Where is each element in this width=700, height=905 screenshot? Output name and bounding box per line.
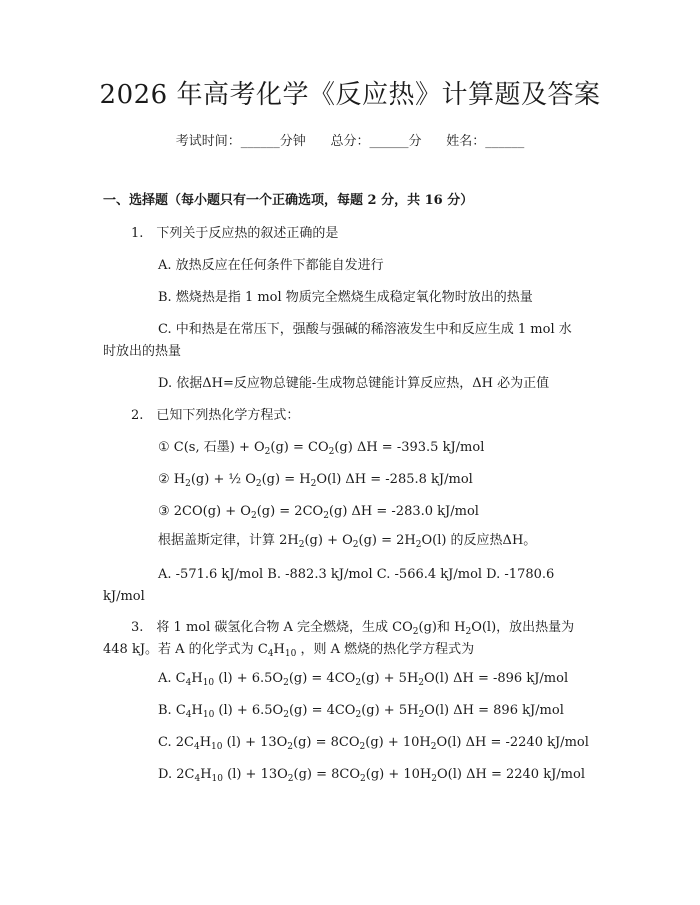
question-2-options-line1: A. -571.6 kJ/mol B. -882.3 kJ/mol C. -566.4 kJ/mol D. -1780.6 [158,567,555,582]
question-1-option-d: D. 依据ΔH=反应物总键能-生成物总键能计算反应热，ΔH 必为正值 [158,376,550,391]
question-3-option-c: C. $2C_4H_{10}$ $(l) + 13O_2(g) = 8CO_2(g) + 10H_2O(l) \Delta H = -2240$ kJ/mol [158,735,589,752]
question-3-stem-line2: 448 kJ。若 A 的化学式为 $C_4H_{10}$ ，则 A 燃烧的热化学方程式为 [103,642,475,659]
document-title: 2026 年高考化学《反应热》计算题及答案 [99,80,601,110]
question-1-stem: 1. 下列关于反应热的叙述正确的是 [131,226,339,241]
question-3-option-a: A. $C_4H_{10}$ $(l) + 6.5O_2(g) = 4CO_2(g) + 5H_2O(l) \Delta H = -896$ kJ/mol [158,671,569,688]
question-2-equation-1: ① C(s, 石墨) + $O_2(g) = CO_2(g) \Delta H = -393.5$ kJ/mol [158,440,485,457]
exam-info: 考试时间：______分钟 总分：______分 姓名：______ [175,134,525,149]
question-2-options-line2: kJ/mol [103,589,145,604]
question-2-stem: 2. 已知下列热化学方程式： [131,408,300,423]
question-1-option-c-line2: 时放出的热量 [103,344,182,359]
question-1-option-a: A. 放热反应在任何条件下都能自发进行 [158,258,384,273]
question-3-stem-line1: 3. 将 1 mol 碳氢化合物 A 完全燃烧，生成 $CO_2(g)$和 $H_2O(l)$，放出热量为 [131,620,575,637]
section-heading: 一、选择题（每小题只有一个正确选项，每题 2 分，共 16 分） [103,193,474,208]
question-3-option-d: D. $2C_4H_{10}$ $(l) + 13O_2(g) = 8CO_2(g) + 10H_2O(l) \Delta H = 2240$ kJ/mol [158,767,585,784]
question-2-equation-3: ③ $2CO(g) + O_2(g) = 2CO_2(g) \Delta H = -283.0$ kJ/mol [158,504,479,521]
question-2-equation-2: ② $H_2(g)$ + ½ $O_2(g) = H_2O(l) \Delta H = -285.8$ kJ/mol [158,472,473,489]
question-3-option-b: B. $C_4H_{10}$ $(l) + 6.5O_2(g) = 4CO_2(g) + 5H_2O(l) \Delta H = 896$ kJ/mol [158,703,564,720]
question-1-option-b: B. 燃烧热是指 1 mol 物质完全燃烧生成稳定氧化物时放出的热量 [158,290,533,305]
question-1-option-c-line1: C. 中和热是在常压下，强酸与强碱的稀溶液发生中和反应生成 1 mol 水 [158,322,572,337]
question-2-ask: 根据盖斯定律，计算 $2H_2(g) + O_2(g) = 2H_2O(l)$ 的反应热ΔH。 [158,533,537,550]
